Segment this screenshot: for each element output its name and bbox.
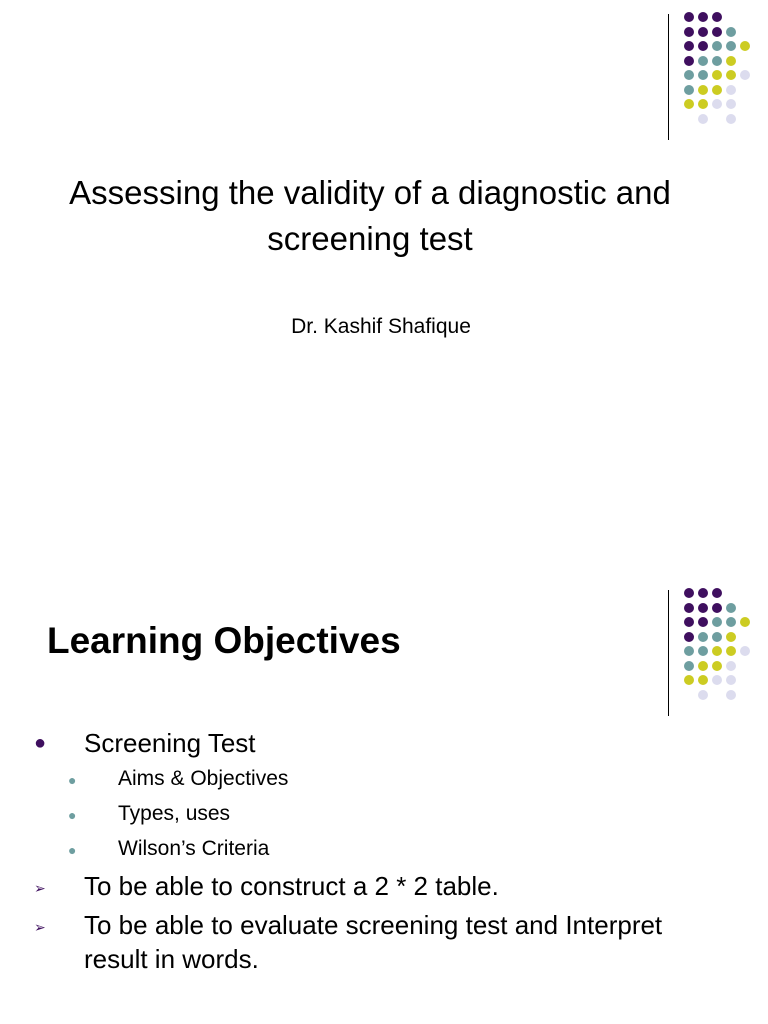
decorative-dot xyxy=(684,27,694,37)
decorative-dot xyxy=(726,617,736,627)
bullet-icon: ● xyxy=(34,732,47,754)
decorative-dot xyxy=(712,27,722,37)
decorative-dot xyxy=(684,675,694,685)
decorative-dot xyxy=(684,617,694,627)
decorative-dot xyxy=(698,12,708,22)
decorative-dot xyxy=(698,114,708,124)
decorative-dot xyxy=(684,588,694,598)
decorative-dot xyxy=(712,56,722,66)
decorative-dot xyxy=(684,603,694,613)
decorative-dot xyxy=(712,603,722,613)
decorative-dot xyxy=(740,617,750,627)
decorative-dot xyxy=(684,99,694,109)
decorative-dot xyxy=(684,12,694,22)
decorative-dot xyxy=(698,603,708,613)
decorative-dot xyxy=(698,632,708,642)
list-item-text: Screening Test xyxy=(84,728,256,758)
decorative-dot xyxy=(726,85,736,95)
decorative-dot xyxy=(698,588,708,598)
decorative-dot xyxy=(698,56,708,66)
list-item-text: Wilson’s Criteria xyxy=(118,837,270,860)
decorative-dot xyxy=(684,56,694,66)
decorative-dot xyxy=(712,85,722,95)
decorative-dot xyxy=(726,603,736,613)
decorative-dot xyxy=(726,99,736,109)
decorative-dot xyxy=(726,70,736,80)
decorative-dot xyxy=(712,99,722,109)
bullet-icon: ● xyxy=(68,772,77,788)
decorative-dot xyxy=(726,41,736,51)
decorative-dot xyxy=(698,690,708,700)
decorative-dot xyxy=(712,617,722,627)
divider-line xyxy=(668,14,669,140)
decorative-dot xyxy=(712,12,722,22)
decorative-dot xyxy=(740,70,750,80)
decorative-dot xyxy=(698,85,708,95)
slide-2 xyxy=(0,576,768,1024)
list-item xyxy=(30,764,730,794)
slide-title: Learning Objectives xyxy=(47,620,401,661)
decorative-dot xyxy=(726,632,736,642)
decorative-dot xyxy=(726,690,736,700)
decorative-dot xyxy=(712,661,722,671)
list-item xyxy=(30,834,730,864)
decorative-dot xyxy=(698,70,708,80)
arrow-bullet-icon: ➢ xyxy=(34,880,46,896)
list-item-text: Types, uses xyxy=(118,802,231,825)
decorative-dot xyxy=(740,41,750,51)
decorative-dot xyxy=(712,632,722,642)
decorative-dot xyxy=(698,41,708,51)
bullet-icon: ● xyxy=(68,842,77,858)
decorative-dot xyxy=(698,661,708,671)
list-item xyxy=(30,869,730,903)
list-item xyxy=(30,726,730,760)
bullet-icon: ● xyxy=(68,807,77,823)
decorative-dot xyxy=(698,99,708,109)
decorative-dot xyxy=(740,646,750,656)
decorative-dot xyxy=(726,661,736,671)
decorative-dot xyxy=(726,56,736,66)
list-item xyxy=(30,908,730,976)
divider-line xyxy=(668,590,669,716)
arrow-bullet-icon: ➢ xyxy=(34,919,46,935)
decorative-dot xyxy=(726,646,736,656)
decorative-dot xyxy=(684,632,694,642)
decorative-dot xyxy=(684,661,694,671)
list-item-text: To be able to evaluate screening test and Interpret result in words. xyxy=(84,910,663,974)
decorative-dot xyxy=(684,646,694,656)
decorative-dot xyxy=(698,646,708,656)
decorative-dot xyxy=(684,70,694,80)
decorative-dot xyxy=(698,617,708,627)
decorative-dot xyxy=(684,85,694,95)
decorative-dot xyxy=(698,675,708,685)
decorative-dot xyxy=(712,675,722,685)
objectives-list xyxy=(30,726,730,981)
list-item-text: To be able to construct a 2 * 2 table. xyxy=(84,871,499,901)
list-item xyxy=(30,799,730,829)
list-item-text: Aims & Objectives xyxy=(118,767,289,790)
decorative-dot xyxy=(726,114,736,124)
decorative-dot xyxy=(712,646,722,656)
decorative-dot xyxy=(712,41,722,51)
decorative-dot xyxy=(712,588,722,598)
slide-title: Assessing the validity of a diagnostic and screening test xyxy=(69,174,671,257)
decorative-dot xyxy=(712,70,722,80)
author-name: Dr. Kashif Shafique xyxy=(291,315,471,338)
decorative-dot xyxy=(726,675,736,685)
decorative-dot xyxy=(726,27,736,37)
decorative-dot xyxy=(698,27,708,37)
decorative-dot xyxy=(684,41,694,51)
